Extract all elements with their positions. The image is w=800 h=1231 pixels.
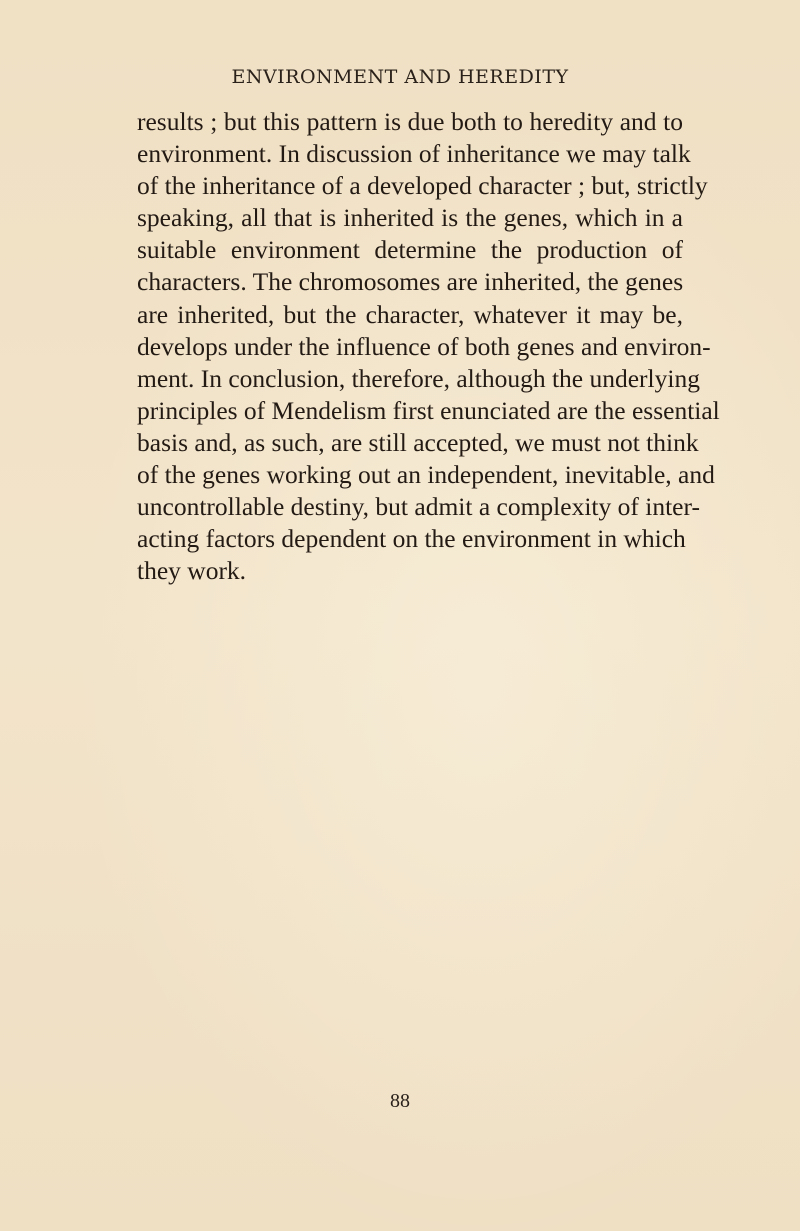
text-line: suitable environment determine the production of xyxy=(137,235,683,265)
text-line: ment. In conclusion, therefore, although the underlying xyxy=(137,363,700,393)
text-line: results ; but this pattern is due both to heredity and to xyxy=(137,107,683,136)
text-line: of the genes working out an independent, inevitable, and xyxy=(137,460,715,490)
text-line: uncontrollable destiny, but admit a complexity of inter- xyxy=(137,492,700,522)
text-line: of the inheritance of a developed character ; but, strictly xyxy=(137,171,708,201)
text-line: environment. In discussion of inheritance we may talk xyxy=(137,139,691,169)
text-line: acting factors dependent on the environment in which xyxy=(137,524,686,554)
text-line: they work. xyxy=(137,556,247,586)
text-line: characters. The chromosomes are inherited, the genes xyxy=(137,267,684,297)
text-line: principles of Mendelism first enunciated are the essential xyxy=(137,395,720,425)
text-line: are inherited, but the character, whatever it may be, xyxy=(137,299,683,329)
text-line: develops under the influence of both genes and environ- xyxy=(137,331,711,361)
body-paragraph xyxy=(137,106,720,587)
text-line: basis and, as such, are still accepted, we must not think xyxy=(137,427,699,457)
running-head: ENVIRONMENT AND HEREDITY xyxy=(231,66,569,88)
page-number: 88 xyxy=(390,1090,410,1112)
text-line: speaking, all that is inherited is the genes, which in a xyxy=(137,203,683,233)
